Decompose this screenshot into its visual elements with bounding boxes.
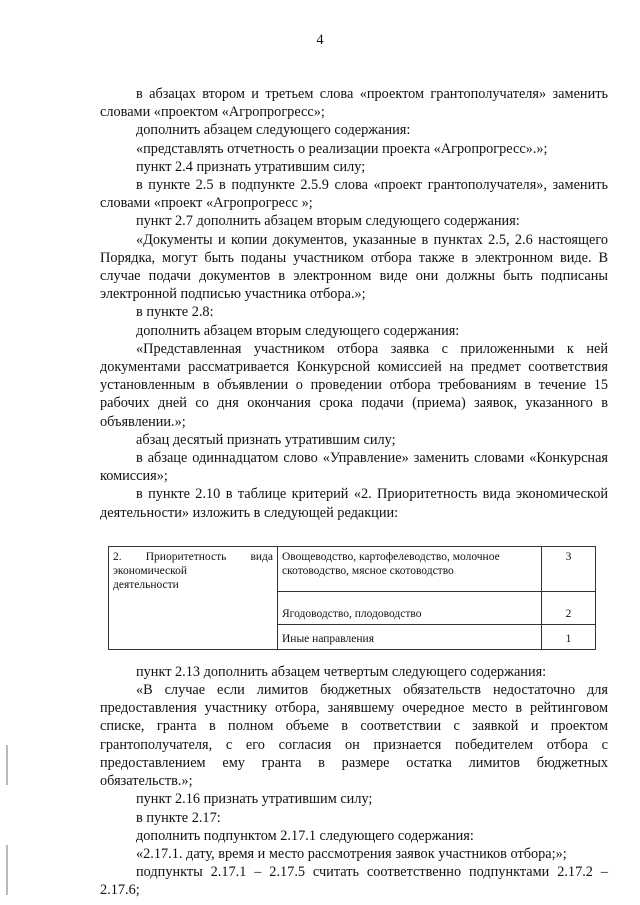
paragraph: «Представленная участником отбора заявка с приложенными к ней документами рассматривается Конкурсной комиссией на предмет соответствия установленным в объявлении о проведении отбора требованиям в течение 15 рабочих дней со дня окончания срока подачи (приема) заявок, указанного в объявлении.»; <box>100 340 608 430</box>
paragraph: «Документы и копии документов, указанные в пунктах 2.5, 2.6 настоящего Порядка, могут быть поданы участником отбора также в электронном виде. В случае подачи документов в электронном виде они должны быть подписаны электронной подписью участника отбора.»; <box>100 231 608 303</box>
criterion-name-line: 2. Приоритетность вида <box>113 550 273 563</box>
paragraph: пункт 2.7 дополнить абзацем вторым следующего содержания: <box>136 213 520 230</box>
score-cell: 3 <box>542 546 596 591</box>
paragraph: «представлять отчетность о реализации проекта «Агропрогресс».»; <box>136 140 548 157</box>
margin-mark <box>6 845 8 895</box>
criterion-name-line: экономической <box>113 564 187 577</box>
table-row <box>109 546 596 591</box>
paragraph: в пункте 2.10 в таблице критерий «2. Приоритетность вида экономической деятельности» изложить в следующей редакции: <box>100 486 608 521</box>
margin-mark <box>6 745 8 785</box>
paragraph: в абзаце одиннадцатом слово «Управление» заменить словами «Конкурсная комиссия»; <box>100 450 608 485</box>
criterion-name-line: деятельности <box>113 578 179 591</box>
paragraph: дополнить абзацем вторым следующего содержания: <box>136 322 460 339</box>
paragraph: в пункте 2.5 в подпункте 2.5.9 слова «проект грантополучателя», заменить словами «проект «Агропрогресс »; <box>100 177 608 212</box>
paragraph: абзац десятый признать утратившим силу; <box>136 431 396 448</box>
paragraph: пункт 2.16 признать утратившим силу; <box>136 791 373 808</box>
document-body <box>100 85 608 900</box>
paragraph: дополнить подпунктом 2.17.1 следующего содержания: <box>136 827 474 844</box>
criterion-cell <box>109 546 278 649</box>
score-cell: 2 <box>542 591 596 624</box>
page-number: 4 <box>316 32 324 48</box>
paragraph: пункт 2.4 признать утратившим силу; <box>136 158 366 175</box>
direction-cell: Ягодоводство, плодоводство <box>278 591 542 624</box>
paragraph: дополнить абзацем следующего содержания: <box>136 122 411 139</box>
paragraph: в абзацах втором и третьем слова «проектом грантополучателя» заменить словами «проектом «Агропрогресс»; <box>100 86 608 121</box>
direction-cell: Иные направления <box>278 624 542 649</box>
direction-cell: Овощеводство, картофелеводство, молочное скотоводство, мясное скотоводство <box>278 546 542 591</box>
criteria-table-wrapper <box>108 546 596 650</box>
paragraph: в пункте 2.17: <box>136 809 221 826</box>
criteria-table <box>108 546 596 650</box>
paragraph: «В случае если лимитов бюджетных обязательств недостаточно для предоставления участнику отбора, занявшему очередное место в рейтинговом списке, гранта в полном объеме в соответствии с заявкой и проектом грантополучателя, с его согласия он признается победителем отбора с предоставлением ему гранта в размере остатка лимитов бюджетных обязательств.»; <box>100 682 608 790</box>
paragraph: пункт 2.13 дополнить абзацем четвертым следующего содержания: <box>136 663 547 680</box>
paragraph: подпункты 2.17.1 – 2.17.5 считать соответственно подпунктами 2.17.2 – 2.17.6; <box>100 864 608 899</box>
score-cell: 1 <box>542 624 596 649</box>
paragraph: «2.17.1. дату, время и место рассмотрения заявок участников отбора;»; <box>136 845 567 862</box>
paragraph: в пункте 2.8: <box>136 304 214 321</box>
